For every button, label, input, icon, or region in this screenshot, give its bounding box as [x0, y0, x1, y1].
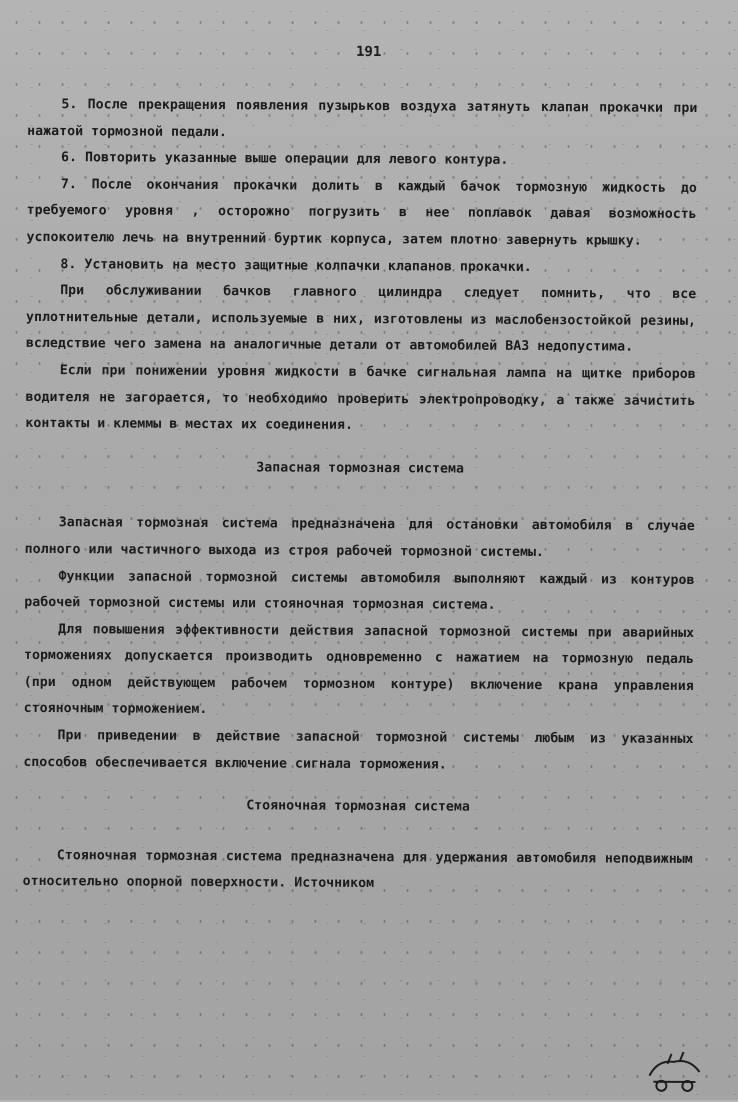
- paragraph-reserve-purpose: Запасная тормозная система предназначена для остановки автомобиля в случае полного или частичного выхода из строя рабочей тормозной системы.: [24, 515, 695, 560]
- paragraph-reserve-efficiency: Для повышения эффективности действия запасной тормозной системы при аварийных торможениях допускается производить одновременно с нажатием на тормозную педаль (при одном действующем рабочем тормозном контуре) включение крана управления стояночным торможением.: [23, 621, 695, 718]
- paragraph-lamp-note: Если при понижении уровня жидкости в бачке сигнальная лампа на щитке приборов водителя не загорается, то необходимо проверить электропроводку, а также зачистить контакты и клеммы в местах их соединения.: [25, 363, 696, 434]
- section-heading-reserve-brake: Запасная тормозная система: [256, 460, 465, 477]
- paragraph-parking-purpose: Стояночная тормозная система предназначена для удержания автомобиля неподвижным относительно опорной поверхности. Источником: [22, 847, 693, 892]
- stamp-mark-icon: [643, 1046, 705, 1094]
- paragraph-reserve-functions: Функции запасной тормозной системы автомобиля выполняют каждый из контуров рабочей тормозной системы или стояночная тормозная система.: [24, 568, 695, 613]
- paragraph-step-7: 7. После окончания прокачки долить в каждый бачок тормозную жидкость до требуемого уровня , осторожно погрузить в нее поплавок давая возможность успокоителю лечь на внутренний буртик корпуса, затем плотно завернуть крышку.: [26, 176, 697, 249]
- paragraph-reserve-signal: При приведении в действие запасной тормозной системы любым из указанных способов обеспечивается включение сигнала торможения.: [23, 728, 694, 773]
- section-heading-parking-brake: Стояночная тормозная система: [246, 798, 470, 815]
- page-number: 191: [355, 43, 382, 61]
- document-body: [23, 92, 698, 900]
- paragraph-reservoir-note: При обслуживании бачков главного цилиндра следует помнить, что все уплотнительные детали, используемые в них, изготовлены из маслобензостойкой резины, вследствие чего замена на аналогичные детали от автомобилей ВАЗ недопустима.: [25, 283, 697, 355]
- paragraph-step-8: 8. Установить на место защитные колпачки клапанов прокачки.: [60, 256, 532, 275]
- paragraph-step-5: 5. После прекращения появления пузырьков воздуха затянуть клапан прокачки при нажатой тормозной педали.: [27, 97, 698, 140]
- paragraph-step-6: 6. Повторить указанные выше операции для левого контура.: [60, 150, 509, 169]
